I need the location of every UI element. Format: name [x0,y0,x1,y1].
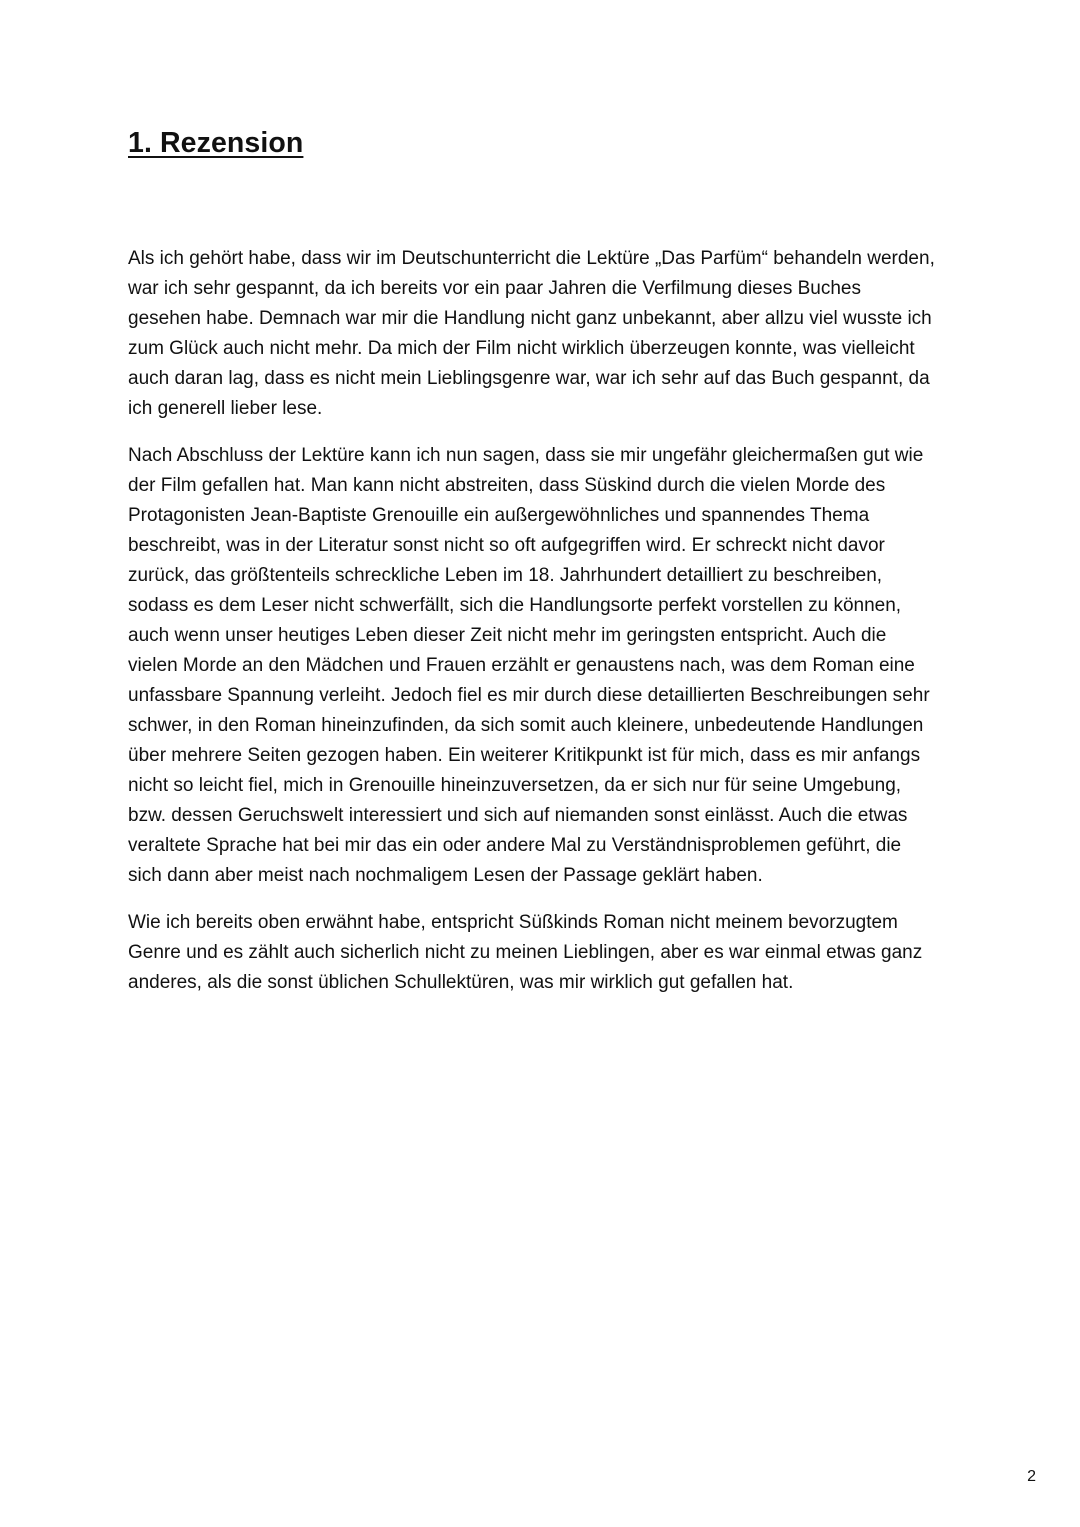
text-line: schwer, in den Roman hineinzufinden, da sich somit auch kleinere, unbedeutende Handlungen [128,715,924,736]
text-line: Protagonisten Jean-Baptiste Grenouille ein außergewöhnliches und spannendes Thema [128,505,870,526]
text-line: Nach Abschluss der Lektüre kann ich nun sagen, dass sie mir ungefähr gleichermaßen gut wie [128,445,924,466]
text-line: Wie ich bereits oben erwähnt habe, entspricht Süßkinds Roman nicht meinem bevorzugtem [128,912,898,933]
review-body [128,244,988,1015]
text-line: nicht so leicht fiel, mich in Grenouille hineinzuversetzen, da er sich nur für seine Umgebung, [128,775,902,796]
text-line: bzw. dessen Geruchswelt interessiert und sich auf niemanden sonst einlässt. Auch die etwas [128,805,908,826]
text-line: Als ich gehört habe, dass wir im Deutschunterricht die Lektüre „Das Parfüm“ behandeln werden, [128,248,935,269]
text-line: unfassbare Spannung verleiht. Jedoch fiel es mir durch diese detaillierten Beschreibungen sehr [128,685,930,706]
text-line: gesehen habe. Demnach war mir die Handlung nicht ganz unbekannt, aber allzu viel wusste ich [128,308,932,329]
text-line: beschreibt, was in der Literatur sonst nicht so oft aufgegriffen wird. Er schreckt nicht davor [128,535,885,556]
text-line: Genre und es zählt auch sicherlich nicht zu meinen Lieblingen, aber es war einmal etwas ganz [128,942,923,963]
text-line: war ich sehr gespannt, da ich bereits vor ein paar Jahren die Verfilmung dieses Buches [128,278,861,299]
text-line: sodass es dem Leser nicht schwerfällt, sich die Handlungsorte perfekt vorstellen zu können, [128,595,902,616]
text-line: auch wenn unser heutiges Leben dieser Zeit nicht mehr im geringsten entspricht. Auch die [128,625,887,646]
text-line: auch daran lag, dass es nicht mein Lieblingsgenre war, war ich sehr auf das Buch gespannt, da [128,368,930,389]
text-line: über mehrere Seiten gezogen haben. Ein weiterer Kritikpunkt ist für mich, dass es mir anfangs [128,745,921,766]
text-line: zurück, das größtenteils schreckliche Leben im 18. Jahrhundert detailliert zu beschreiben, [128,565,883,586]
text-line: der Film gefallen hat. Man kann nicht abstreiten, dass Süskind durch die vielen Morde des [128,475,886,496]
page-number: 2 [1027,1468,1036,1485]
text-line: anderes, als die sonst üblichen Schullektüren, was mir wirklich gut gefallen hat. [128,972,794,993]
text-line: zum Glück auch nicht mehr. Da mich der Film nicht wirklich überzeugen konnte, was vielleicht [128,338,915,359]
text-line: veraltete Sprache hat bei mir das ein oder andere Mal zu Verständnisproblemen geführt, die [128,835,902,856]
paragraph-1 [128,244,988,424]
paragraph-2 [128,441,988,891]
paragraph-3 [128,908,988,998]
text-line: vielen Morde an den Mädchen und Frauen erzählt er genaustens nach, was dem Roman eine [128,655,915,676]
section-heading: 1. Rezension [128,127,304,159]
text-line: sich dann aber meist nach nochmaligem Lesen der Passage geklärt haben. [128,865,763,886]
text-line: ich generell lieber lese. [128,398,323,419]
